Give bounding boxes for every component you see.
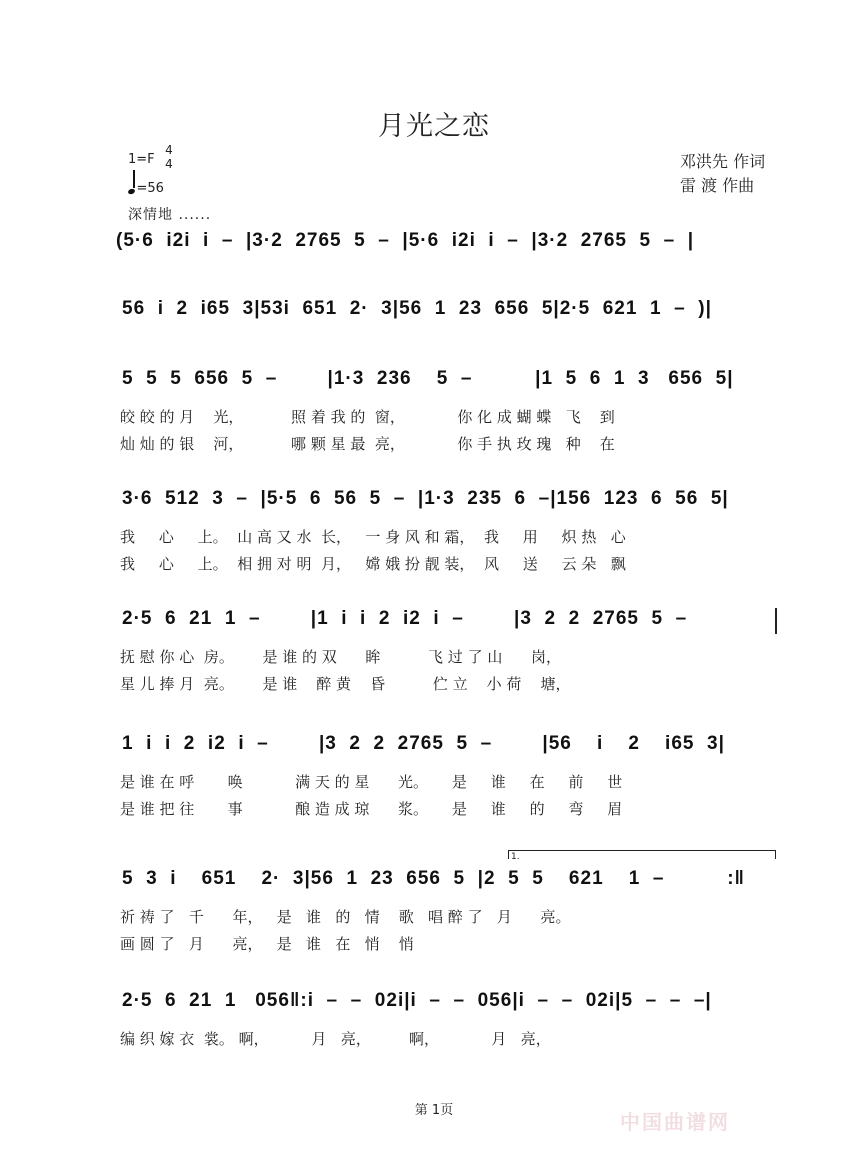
notation-line: (5·6 i2i i – |3·2 2765 5 – |5·6 i2i i – |3·2 2765 5 – | bbox=[116, 230, 695, 251]
lyrics-verse-1: 皎 皎 的 月 光， 照 着 我 的 窗， 你 化 成 蝴 蝶 飞 到 bbox=[120, 408, 615, 426]
first-ending-bracket bbox=[508, 850, 776, 859]
lyrics-verse-2: 灿 灿 的 银 河， 哪 颗 星 最 亮， 你 手 执 玫 瑰 种 在 bbox=[120, 435, 615, 453]
credits bbox=[680, 150, 765, 198]
expression-marking: 深情地 ...... bbox=[128, 207, 212, 223]
barline bbox=[775, 608, 777, 634]
composer: 雷 渡 作曲 bbox=[680, 176, 755, 195]
tempo-marking bbox=[128, 174, 164, 196]
lyrics-verse-2: 星 儿 捧 月 亮。 是 谁 醉 黄 昏 伫 立 小 荷 塘， bbox=[120, 675, 571, 693]
notation-line: 56 i 2 i65 3|53i 651 2· 3|56 1 23 656 5|2·5 621 1 – )| bbox=[122, 298, 712, 319]
page-number: 第 1页 bbox=[414, 1103, 454, 1118]
lyrics-verse-1: 抚 慰 你 心 房。 是 谁 的 双 眸 飞 过 了 山 岗， bbox=[120, 648, 561, 666]
notation-line: 2·5 6 21 1 056‖:i – – 02i|i – – 056|i – – 02i|5 – – –| bbox=[122, 990, 712, 1011]
song-title: 月光之恋 bbox=[378, 111, 490, 142]
notation-line: 3·6 512 3 – |5·5 6 56 5 – |1·3 235 6 –|156 123 6 56 5| bbox=[122, 488, 729, 509]
lyrics-verse-1: 祈 祷 了 千 年， 是 谁 的 情 歌 唱 醉 了 月 亮。 bbox=[120, 908, 571, 926]
lyrics-verse-1: 我 心 上。 山 高 又 水 长， 一 身 风 和 霜， 我 用 炽 热 心 bbox=[120, 528, 626, 546]
lyrics-verse-2: 画 圆 了 月 亮， 是 谁 在 悄 悄 bbox=[120, 935, 414, 953]
notation-line: 1 i i 2 i2 i – |3 2 2 2765 5 – |56 i 2 i65 3| bbox=[122, 733, 725, 754]
notation-line: 5 5 5 656 5 – |1·3 236 5 – |1 5 6 1 3 656 5| bbox=[122, 368, 734, 389]
note-stem-icon bbox=[133, 170, 135, 188]
time-signature-top: 4 bbox=[165, 143, 173, 157]
lyrics-verse-2: 我 心 上。 相 拥 对 明 月， 嫦 娥 扮 靓 装， 风 送 云 朵 飘 bbox=[120, 555, 626, 573]
first-ending-number: 1. bbox=[511, 852, 520, 862]
key-signature: 1=F bbox=[128, 152, 155, 167]
time-signature bbox=[162, 143, 176, 171]
time-signature-bottom: 4 bbox=[165, 157, 173, 171]
lyrics-verse-1: 编 织 嫁 衣 裳。 啊， 月 亮， 啊， 月 亮， bbox=[120, 1030, 551, 1048]
notation-line: 2·5 6 21 1 – |1 i i 2 i2 i – |3 2 2 2765 5 – bbox=[122, 608, 688, 629]
quarter-note-icon bbox=[127, 188, 135, 195]
watermark: 中国曲谱网 bbox=[620, 1110, 730, 1134]
tempo-value: =56 bbox=[136, 181, 164, 196]
lyricist: 邓洪先 作词 bbox=[680, 152, 766, 171]
lyrics-verse-2: 是 谁 把 往 事 酿 造 成 琼 浆。 是 谁 的 弯 眉 bbox=[120, 800, 623, 818]
notation-line: 5 3 i 651 2· 3|56 1 23 656 5 |2 5 5 621 1 – :‖ bbox=[122, 868, 746, 889]
lyrics-verse-1: 是 谁 在 呼 唤 满 天 的 星 光。 是 谁 在 前 世 bbox=[120, 773, 623, 791]
